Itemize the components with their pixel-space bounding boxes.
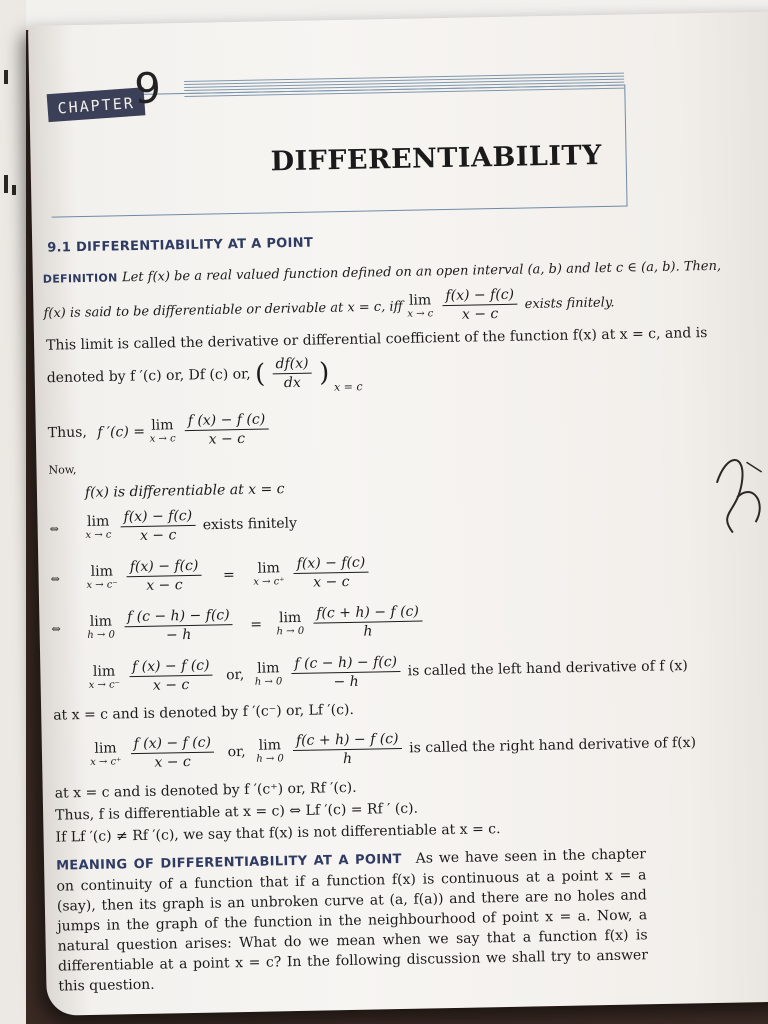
meaning-heading: MEANING OF DIFFERENTIABILITY AT A POINT bbox=[55, 851, 402, 874]
fraction-denominator: h bbox=[363, 623, 373, 640]
rhd-description: is called the right hand derivative of f(x) bbox=[409, 734, 697, 757]
h-limit-operator bbox=[276, 610, 304, 638]
meaning-paragraph bbox=[56, 844, 649, 996]
definition-text-3: exists finitely. bbox=[524, 295, 615, 313]
page-title: DIFFERENTIABILITY bbox=[270, 140, 603, 178]
fraction-denominator: x − c bbox=[313, 573, 350, 591]
definition-line-2 bbox=[43, 285, 615, 331]
fraction-denominator: h bbox=[342, 750, 353, 768]
right-hand-derivative-line bbox=[90, 725, 697, 772]
lim-word: lim bbox=[92, 663, 116, 680]
lim-word: lim bbox=[258, 737, 282, 754]
derivative-limit-fraction bbox=[185, 411, 269, 448]
lhd-notation-line: at x = c and is denoted by f ′(c⁻) or, Lf ′(c). bbox=[53, 701, 355, 724]
lim-word: lim bbox=[408, 292, 432, 309]
fraction-numerator: f(x) − f(c) bbox=[120, 508, 195, 527]
equivalence-3 bbox=[50, 555, 372, 596]
rhd-notation-line: at x = c and is denoted by f ′(c⁺) or, Rf ′(c). bbox=[54, 779, 357, 802]
fraction-denominator: x − c bbox=[154, 754, 191, 771]
section-heading: 9.1 DIFFERENTIABILITY AT A POINT bbox=[47, 235, 314, 256]
derivative-notation-text: denoted by f ′(c) or, Df (c) or, bbox=[46, 366, 251, 387]
limit-fraction bbox=[120, 508, 195, 544]
book-page bbox=[28, 11, 768, 1015]
meaning-text: As we have seen in the chapter on continuity of a function that if a function f(x) is continuous at a point x = a (say), then its graph is an unbroken curve at (a, f(a)) and there are no holes and jumps in the graph of the function in the neighbourhood of point x = a. Now, a natural question arises: What do we mean when we say that a function f(x) is differentiable at a point x = c? In the following discussion we shall try to answer this question. bbox=[56, 846, 649, 995]
now-label: Now, bbox=[48, 463, 77, 477]
h-limit-operator bbox=[254, 660, 282, 688]
fraction-numerator: f(x) − f(c) bbox=[442, 287, 517, 306]
close-paren: ) bbox=[318, 357, 330, 388]
lim-subscript: h → 0 bbox=[87, 629, 116, 641]
derivative-paragraph-line-1: This limit is called the derivative or differential coefficient of the function f(x) at x = c, and is bbox=[45, 325, 708, 354]
fraction-denominator: − h bbox=[165, 626, 192, 644]
fraction-numerator: f(c + h) − f (c) bbox=[293, 731, 402, 751]
lim-subscript: x → c⁻ bbox=[86, 579, 118, 591]
fraction-numerator: f (x) − f (c) bbox=[185, 411, 269, 431]
lim-subscript: x → c⁺ bbox=[90, 756, 122, 768]
fraction-numerator: f (c − h) − f(c) bbox=[291, 654, 400, 674]
fraction-numerator: f (x) − f (c) bbox=[130, 735, 214, 755]
fraction-denominator: x − c bbox=[152, 677, 190, 694]
limit-operator bbox=[149, 417, 175, 444]
lim-subscript: x → c bbox=[149, 433, 176, 445]
or-label: or, bbox=[227, 743, 246, 760]
evaluated-at-subscript: x = c bbox=[333, 380, 363, 394]
definition-text-1: Let f(x) be a real valued function defined on an open interval (a, b) and let c ∈ (a, b). Then, bbox=[121, 258, 722, 286]
lim-word: lim bbox=[151, 417, 174, 434]
derivative-fraction bbox=[272, 356, 312, 392]
h-limit-operator bbox=[87, 613, 115, 641]
lhd-description: is called the left hand derivative of f (x) bbox=[407, 657, 688, 680]
fraction-numerator: f(x) − f(c) bbox=[127, 558, 202, 577]
h-limit-operator bbox=[256, 737, 284, 765]
exists-finitely-text: exists finitely bbox=[202, 515, 298, 534]
non-differentiability-statement: If Lf ′(c) ≠ Rf ′(c), we say that f(x) is not differentiable at x = c. bbox=[55, 821, 501, 846]
lim-word: lim bbox=[257, 560, 280, 577]
right-limit-fraction bbox=[130, 735, 214, 772]
or-label: or, bbox=[225, 666, 245, 683]
lim-word: lim bbox=[94, 740, 117, 757]
differentiability-criterion: Thus, f is differentiable at x = c) ⇔ Lf ′(c) = Rf ′ (c). bbox=[55, 800, 419, 824]
fraction-numerator: f(x) − f(c) bbox=[294, 555, 369, 574]
definition-text-2: f(x) is said to be differentiable or derivable at x = c, iff bbox=[43, 299, 403, 322]
lim-subscript: x → c bbox=[407, 308, 434, 320]
fraction-denominator: − h bbox=[333, 673, 359, 691]
handwritten-scribble bbox=[706, 442, 768, 553]
lim-word: lim bbox=[89, 613, 113, 630]
fraction-denominator: x − c bbox=[461, 306, 499, 323]
left-hand-derivative-line bbox=[88, 648, 688, 694]
right-h-fraction bbox=[313, 604, 422, 641]
lim-subscript: h → 0 bbox=[276, 625, 305, 638]
fraction-denominator: x − c bbox=[139, 527, 177, 544]
definition-line-1 bbox=[43, 258, 722, 287]
lim-word: lim bbox=[90, 563, 114, 580]
definition-label: DEFINITION bbox=[42, 271, 118, 286]
lim-subscript: x → c bbox=[85, 529, 112, 541]
chapter-number: 9 bbox=[133, 63, 162, 113]
limit-operator bbox=[407, 292, 433, 319]
fraction-numerator: f (c − h) − f(c) bbox=[124, 607, 233, 627]
lim-subscript: x → c⁺ bbox=[253, 576, 285, 588]
left-limit-fraction bbox=[129, 658, 213, 695]
iff-symbol: ⇔ bbox=[50, 571, 60, 586]
left-h-fraction bbox=[291, 654, 400, 691]
differentiable-statement: f(x) is differentiable at x = c bbox=[84, 481, 285, 501]
equivalence-4 bbox=[51, 603, 425, 645]
edge-mark bbox=[4, 70, 8, 84]
open-paren: ( bbox=[254, 359, 266, 390]
equivalence-2 bbox=[49, 506, 297, 546]
fraction-denominator: x − c bbox=[208, 430, 246, 448]
right-h-fraction bbox=[293, 731, 402, 768]
right-limit-fraction bbox=[294, 555, 369, 591]
left-limit-operator bbox=[88, 663, 120, 691]
equivalence-1 bbox=[85, 481, 285, 501]
fraction-denominator: x − c bbox=[146, 577, 183, 594]
chapter-label: CHAPTER bbox=[47, 87, 146, 122]
equals-sign: = bbox=[222, 566, 235, 583]
fraction-numerator: df(x) bbox=[272, 356, 311, 375]
iff-symbol: ⇔ bbox=[51, 621, 61, 636]
lim-subscript: x → c⁻ bbox=[88, 679, 121, 691]
definition-fraction bbox=[442, 287, 517, 323]
equals-sign: = bbox=[250, 616, 263, 633]
iff-symbol: ⇔ bbox=[49, 522, 59, 536]
edge-mark bbox=[4, 175, 8, 193]
right-limit-operator bbox=[253, 560, 285, 588]
lim-word: lim bbox=[278, 609, 302, 627]
fraction-denominator: dx bbox=[283, 374, 301, 392]
lim-word: lim bbox=[257, 660, 280, 677]
left-h-fraction bbox=[124, 607, 233, 644]
limit-operator bbox=[85, 513, 111, 540]
thus-label: Thus, bbox=[47, 424, 87, 442]
edge-mark bbox=[12, 185, 16, 195]
lim-subscript: h → 0 bbox=[256, 753, 284, 765]
lim-subscript: h → 0 bbox=[254, 676, 283, 688]
thus-definition bbox=[47, 411, 271, 450]
derivative-paragraph-line-2 bbox=[46, 355, 362, 400]
right-limit-operator bbox=[90, 740, 122, 768]
lim-word: lim bbox=[86, 513, 110, 530]
left-limit-operator bbox=[86, 563, 118, 591]
adjacent-page-edge bbox=[0, 0, 26, 1024]
derivative-lhs: f ′(c) = bbox=[97, 423, 146, 441]
fraction-numerator: f (x) − f (c) bbox=[129, 658, 213, 678]
fraction-numerator: f(c + h) − f (c) bbox=[313, 604, 422, 624]
left-limit-fraction bbox=[127, 558, 202, 594]
